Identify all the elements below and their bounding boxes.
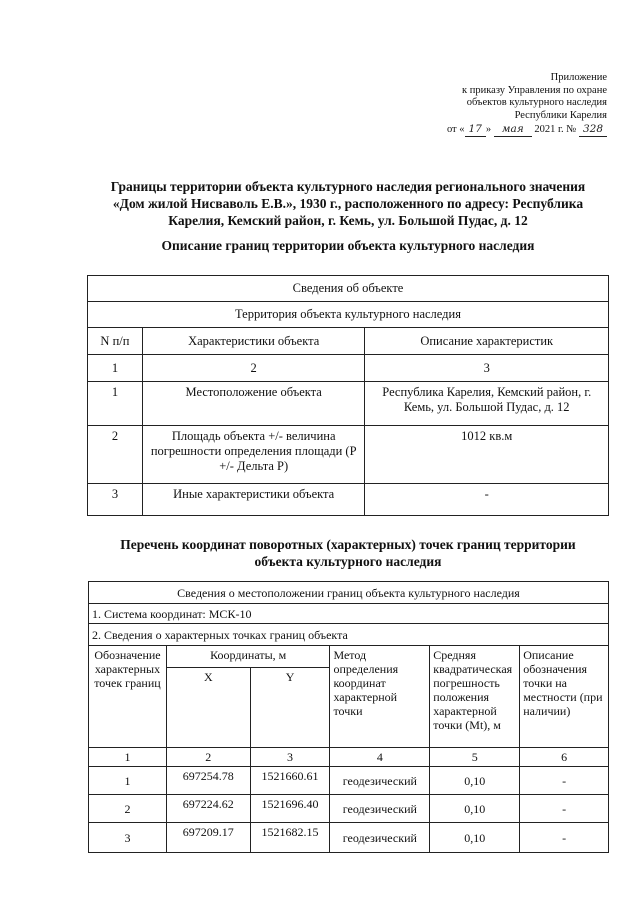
appendix-line: Республики Карелия: [514, 109, 607, 121]
description: Республика Карелия, Кемский район, г. Кемь, ул. Большой Пудас, д. 12: [365, 382, 609, 426]
column-number: 2: [166, 748, 250, 767]
column-header-x: X: [166, 668, 250, 748]
column-header: Характеристики объекта: [142, 328, 365, 355]
column-number: 4: [330, 748, 430, 767]
row-number: 3: [88, 484, 143, 516]
characteristic: Иные характеристики объекта: [142, 484, 365, 516]
column-header: N п/п: [88, 328, 143, 355]
point-method: геодезический: [330, 795, 430, 823]
date-mid: »: [485, 124, 492, 135]
row-number: 2: [88, 426, 143, 484]
point-description: -: [520, 795, 609, 823]
point-y: 1521696.40: [250, 795, 330, 823]
point-error: 0,10: [430, 795, 520, 823]
column-header: Описание характеристик: [365, 328, 609, 355]
column-header-error: Средняя квадратическая погрешность положения характерной точки (Mt), м: [430, 646, 520, 748]
column-header-method: Метод определения координат характерной точки: [330, 646, 430, 748]
coordinates-title: [70, 536, 626, 570]
column-number: 6: [520, 748, 609, 767]
point-id: 1: [89, 767, 167, 795]
order-number-handwritten: 328: [579, 123, 607, 137]
document-title: [70, 178, 626, 229]
table-row: [89, 767, 609, 795]
table-row: [88, 426, 609, 484]
title-line: Карелия, Кемский район, г. Кемь, ул. Большой Пудас, д. 12: [168, 213, 528, 228]
title-line: Границы территории объекта культурного наследия регионального значения: [110, 179, 586, 194]
column-number: 2: [142, 355, 365, 382]
point-id: 2: [89, 795, 167, 823]
point-id: 3: [89, 823, 167, 853]
table-row: [88, 484, 609, 516]
section-title: Описание границ территории объекта культурного наследия: [161, 238, 535, 253]
point-description: -: [520, 823, 609, 853]
column-header-designation: Обозначение характерных точек границ: [89, 646, 167, 748]
column-number: 1: [88, 355, 143, 382]
column-number: 5: [430, 748, 520, 767]
characteristic: Площадь объекта +/- величина погрешности определения площади (Р +/- Дельта Р): [142, 426, 365, 484]
title-line: Перечень координат поворотных (характерных) точек границ территории: [120, 537, 576, 552]
table-row: [89, 823, 609, 853]
order-date-line: [447, 123, 607, 137]
point-x: 697209.17: [166, 823, 250, 853]
column-header-coordinates: Координаты, м: [166, 646, 330, 668]
date-prefix: от «: [446, 124, 465, 135]
description: -: [365, 484, 609, 516]
column-header-description: Описание обозначения точки на местности (при наличии): [520, 646, 609, 748]
point-error: 0,10: [430, 767, 520, 795]
points-section-title: 2. Сведения о характерных точках границ объекта: [89, 624, 609, 646]
table-header: Сведения о местоположении границ объекта культурного наследия: [89, 582, 609, 604]
coordinate-system: 1. Система координат: МСК-10: [89, 604, 609, 624]
appendix-line: объектов культурного наследия: [466, 97, 607, 108]
title-line: «Дом жилой Нисваволь Е.В.», 1930 г., расположенного по адресу: Республика: [112, 196, 584, 211]
point-method: геодезический: [330, 823, 430, 853]
point-error: 0,10: [430, 823, 520, 853]
description: 1012 кв.м: [365, 426, 609, 484]
characteristic: Местоположение объекта: [142, 382, 365, 426]
order-month-handwritten: мая: [494, 123, 532, 137]
table-row: [89, 795, 609, 823]
appendix-block: [447, 72, 607, 137]
point-method: геодезический: [330, 767, 430, 795]
column-number: 1: [89, 748, 167, 767]
appendix-line: Приложение: [550, 72, 607, 83]
point-description: -: [520, 767, 609, 795]
table-header: Территория объекта культурного наследия: [88, 302, 609, 328]
point-y: 1521682.15: [250, 823, 330, 853]
row-number: 1: [88, 382, 143, 426]
coordinates-table: [88, 581, 609, 853]
object-info-table: [87, 275, 609, 516]
appendix-line: к приказу Управления по охране: [462, 84, 607, 96]
point-y: 1521660.61: [250, 767, 330, 795]
point-x: 697224.62: [166, 795, 250, 823]
title-line: объекта культурного наследия: [254, 554, 442, 569]
table-row: [88, 382, 609, 426]
order-day-handwritten: 17: [465, 123, 486, 137]
point-x: 697254.78: [166, 767, 250, 795]
column-number: 3: [365, 355, 609, 382]
order-year: 2021 г. №: [534, 124, 577, 135]
column-number: 3: [250, 748, 330, 767]
table-header: Сведения об объекте: [88, 276, 609, 302]
column-header-y: Y: [250, 668, 330, 748]
